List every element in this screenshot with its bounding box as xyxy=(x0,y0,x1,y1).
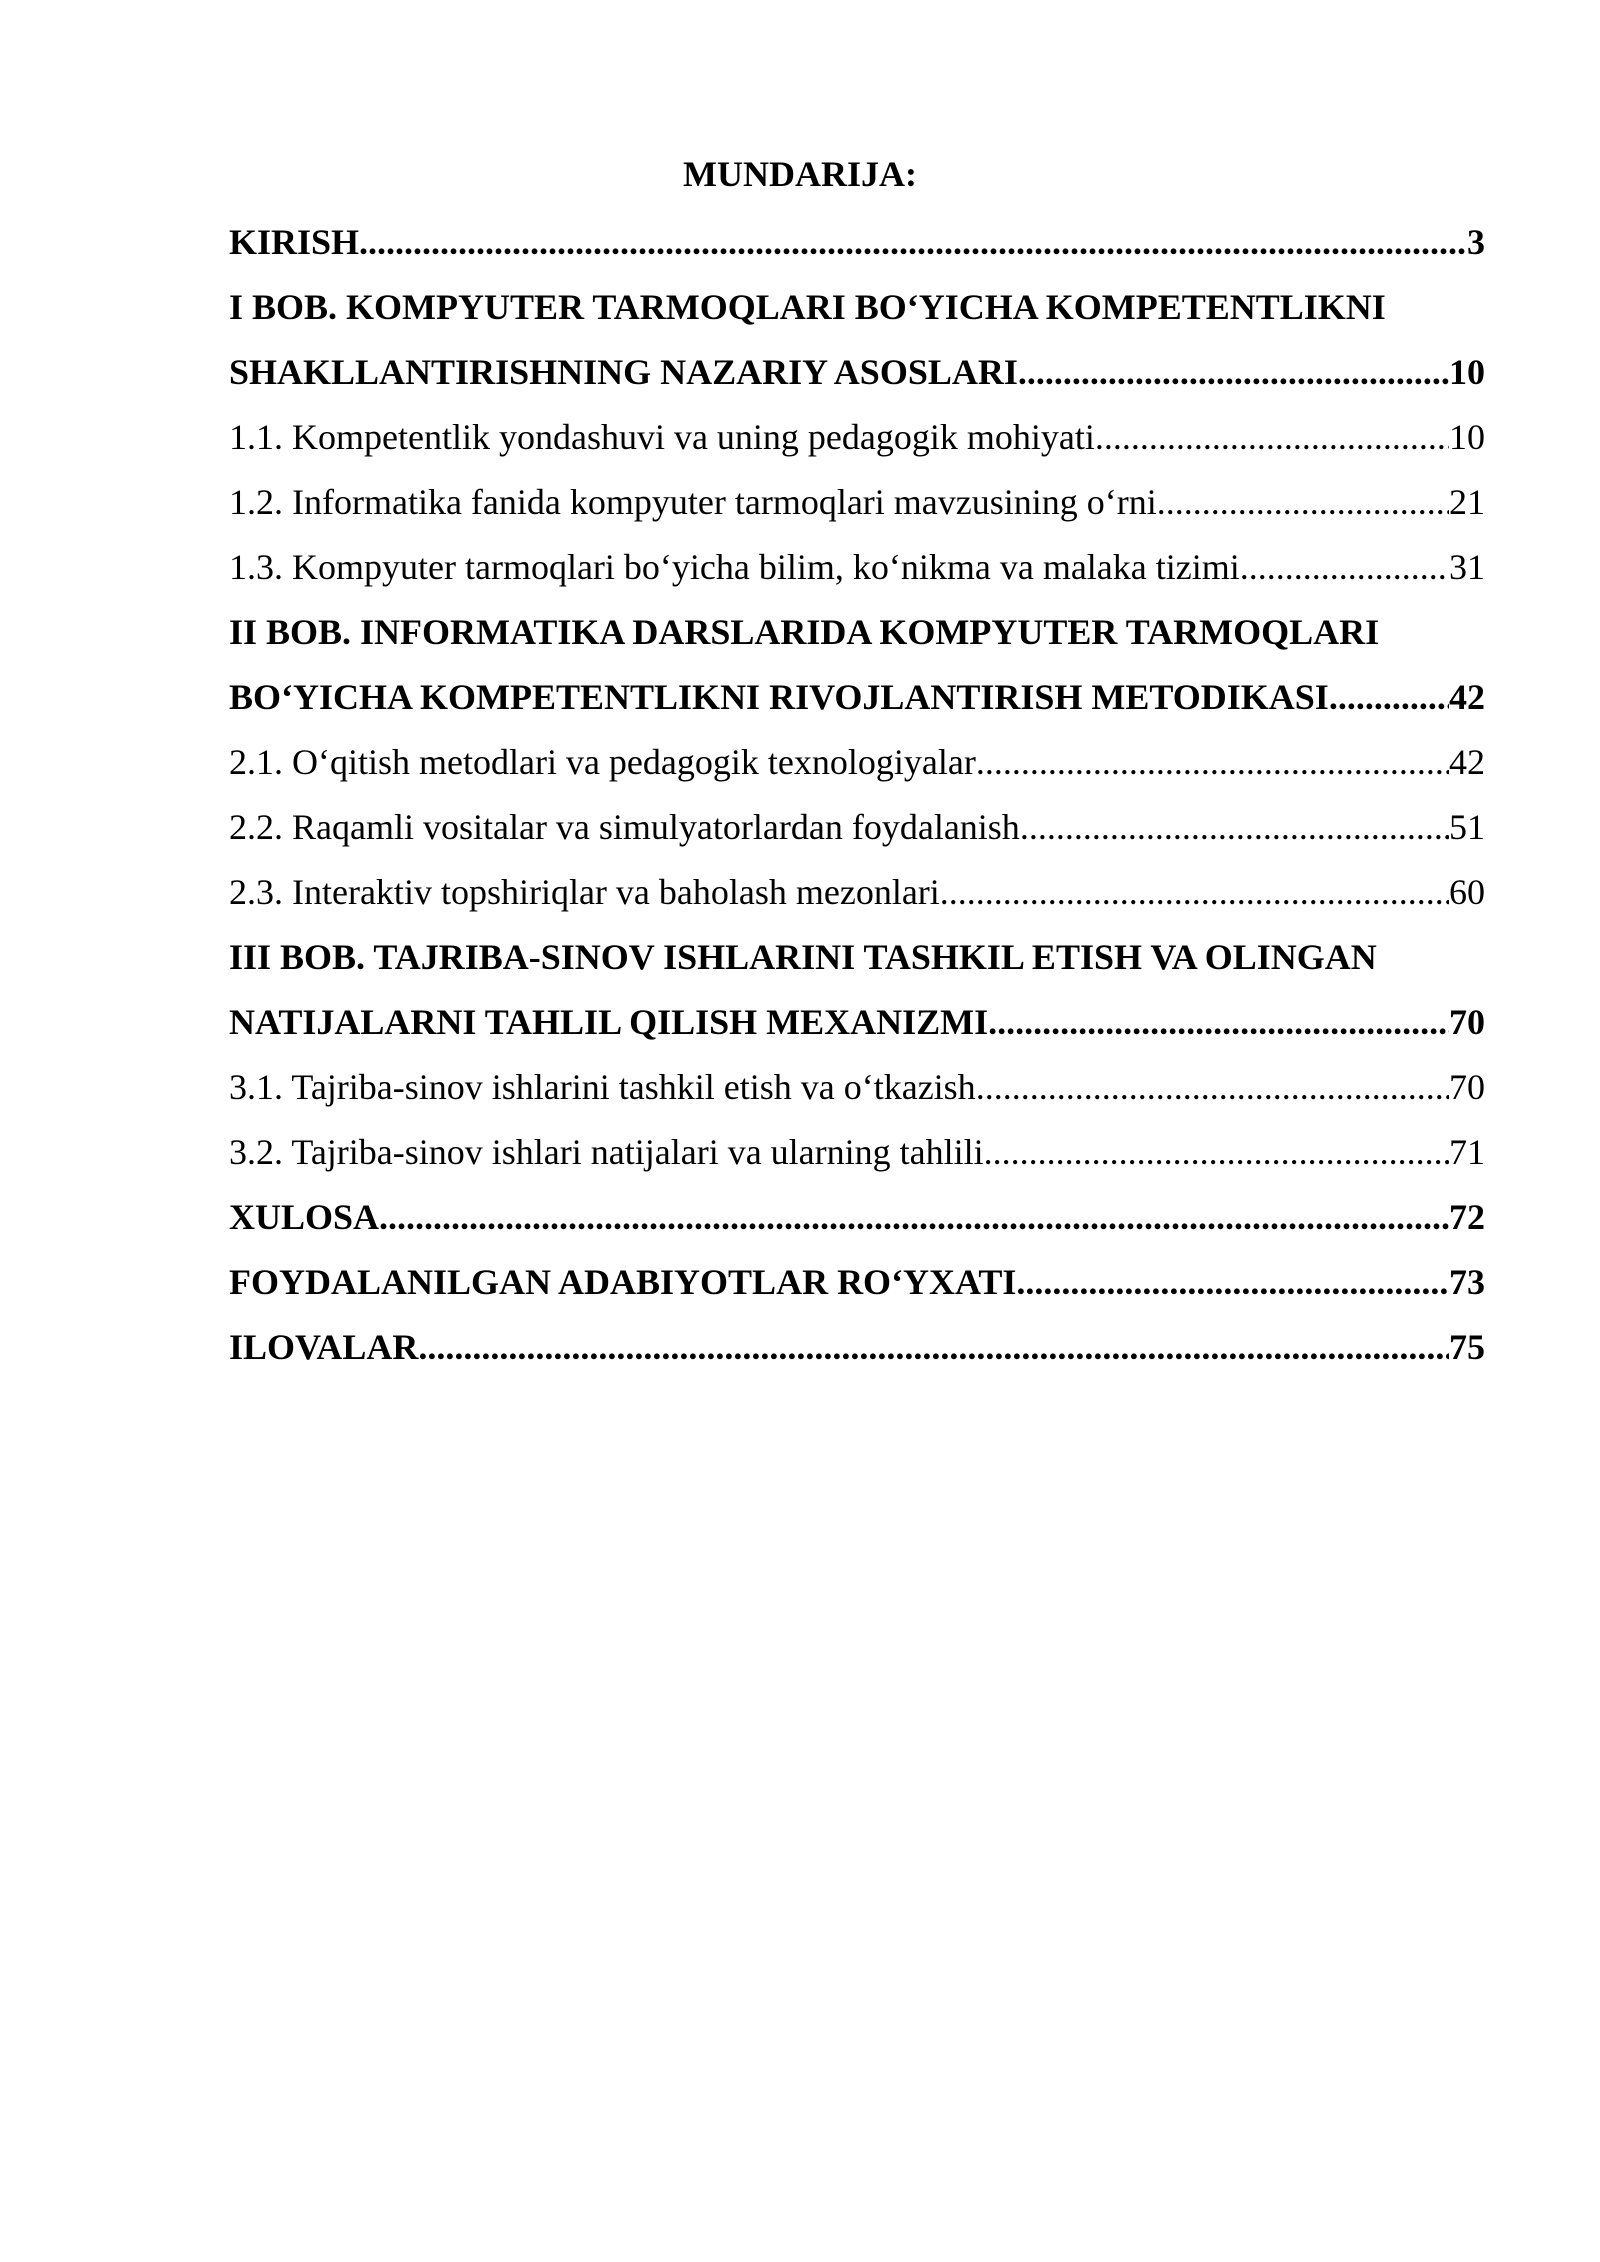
toc-entry-title: XULOSA xyxy=(229,1197,380,1237)
toc-page-number: 10 xyxy=(1449,417,1485,457)
toc-entry-title: NATIJALARNI TAHLIL QILISH MEXANIZMI xyxy=(229,1002,989,1042)
dot-leader xyxy=(940,860,1449,925)
toc-entry[interactable] xyxy=(229,795,1485,860)
toc-page-number: 51 xyxy=(1449,807,1485,847)
toc-entry-title: 2.3. Interaktiv topshiriqlar va baholash mezonlari xyxy=(229,872,940,912)
dot-leader xyxy=(1095,405,1449,470)
toc-entry-row xyxy=(229,535,1485,600)
dot-leader xyxy=(1240,535,1449,600)
toc-page-number: 31 xyxy=(1449,547,1485,587)
toc-entry-row xyxy=(229,340,1485,405)
dot-leader xyxy=(1157,470,1449,535)
toc-page-number: 60 xyxy=(1449,872,1485,912)
toc-entry[interactable] xyxy=(229,470,1485,535)
toc-page-number: 70 xyxy=(1449,1002,1485,1042)
dot-leader xyxy=(418,1315,1449,1380)
toc-entry-title: FOYDALANILGAN ADABIYOTLAR RO‘YXATI xyxy=(229,1262,1017,1302)
toc-page-number: 21 xyxy=(1449,482,1485,522)
toc-page-number: 42 xyxy=(1449,677,1485,717)
toc-entry[interactable] xyxy=(229,1315,1485,1380)
toc-entry-row xyxy=(229,470,1485,535)
toc-entry[interactable] xyxy=(229,925,1485,1055)
dot-leader xyxy=(1016,1250,1449,1315)
dot-leader xyxy=(976,730,1449,795)
dot-leader xyxy=(1329,665,1449,730)
toc-entry-title-line: III BOB. TAJRIBA-SINOV ISHLARINI TASHKIL ETISH VA OLINGAN xyxy=(229,937,1377,977)
toc-entry-title-line: I BOB. KOMPYUTER TARMOQLARI BO‘YICHA KOMPETENTLIKNI xyxy=(229,287,1386,327)
dot-leader xyxy=(379,1185,1449,1250)
toc-entry-row xyxy=(229,665,1485,730)
toc-entry[interactable] xyxy=(229,535,1485,600)
toc-entry-title: 1.2. Informatika fanida kompyuter tarmoqlari mavzusining o‘rni xyxy=(229,482,1157,522)
toc-entry-title: 1.3. Kompyuter tarmoqlari bo‘yicha bilim, ko‘nikma va malaka tizimi xyxy=(229,547,1240,587)
toc-entry-title: ILOVALAR xyxy=(229,1327,419,1367)
toc-page-number: 75 xyxy=(1449,1327,1485,1367)
toc-entry-row xyxy=(229,1120,1485,1185)
toc-entry-title: 2.2. Raqamli vositalar va simulyatorlardan foydalanish xyxy=(229,807,1020,847)
toc-page-number: 71 xyxy=(1449,1132,1485,1172)
toc-entry-row xyxy=(229,1185,1485,1250)
toc-entry-title: 1.1. Kompetentlik yondashuvi va uning pedagogik mohiyati xyxy=(229,417,1095,457)
toc-entry-title: 3.1. Tajriba-sinov ishlarini tashkil etish va o‘tkazish xyxy=(229,1067,976,1107)
toc-entry[interactable] xyxy=(229,1250,1485,1315)
toc-entry[interactable] xyxy=(229,405,1485,470)
toc-entry-row xyxy=(229,1250,1485,1315)
toc-page-number: 10 xyxy=(1449,352,1485,392)
toc-entry-title: SHAKLLANTIRISHNING NAZARIY ASOSLARI xyxy=(229,352,1018,392)
toc-entry[interactable] xyxy=(229,730,1485,795)
toc-entry-title: 2.1. O‘qitish metodlari va pedagogik texnologiyalar xyxy=(229,742,976,782)
toc-entry[interactable] xyxy=(229,860,1485,925)
toc-entry-row xyxy=(229,860,1485,925)
toc-entry-row xyxy=(229,795,1485,860)
toc-entry-row xyxy=(229,730,1485,795)
toc-entry-title: BO‘YICHA KOMPETENTLIKNI RIVOJLANTIRISH METODIKASI xyxy=(229,677,1329,717)
toc-entry[interactable] xyxy=(229,1185,1485,1250)
toc-entry[interactable] xyxy=(229,210,1485,275)
toc-page-number: 70 xyxy=(1449,1067,1485,1107)
toc-entry-title-line: II BOB. INFORMATIKA DARSLARIDA KOMPYUTER TARMOQLARI xyxy=(229,612,1380,652)
dot-leader xyxy=(984,1120,1449,1185)
toc-page-number: 3 xyxy=(1467,222,1485,262)
toc-entry-row xyxy=(229,1315,1485,1380)
toc-entry[interactable] xyxy=(229,275,1485,405)
toc-entry-title: 3.2. Tajriba-sinov ishlari natijalari va ularning tahlili xyxy=(229,1132,984,1172)
toc-entry-title: KIRISH xyxy=(229,222,360,262)
toc-page-number: 72 xyxy=(1449,1197,1485,1237)
toc-entry[interactable] xyxy=(229,1055,1485,1120)
toc-entry[interactable] xyxy=(229,1120,1485,1185)
toc-entry-row xyxy=(229,1055,1485,1120)
toc-entry[interactable] xyxy=(229,600,1485,730)
dot-leader xyxy=(1020,795,1449,860)
dot-leader xyxy=(988,990,1449,1055)
toc-page-number: 73 xyxy=(1449,1262,1485,1302)
toc-entry-row xyxy=(229,990,1485,1055)
toc-page-number: 42 xyxy=(1449,742,1485,782)
toc-entry-row xyxy=(229,210,1485,275)
dot-leader xyxy=(1018,340,1449,405)
table-of-contents xyxy=(229,210,1485,1380)
dot-leader xyxy=(976,1055,1449,1120)
toc-entry-row xyxy=(229,405,1485,470)
dot-leader xyxy=(359,210,1467,275)
toc-title: MUNDARIJA: xyxy=(683,154,917,194)
